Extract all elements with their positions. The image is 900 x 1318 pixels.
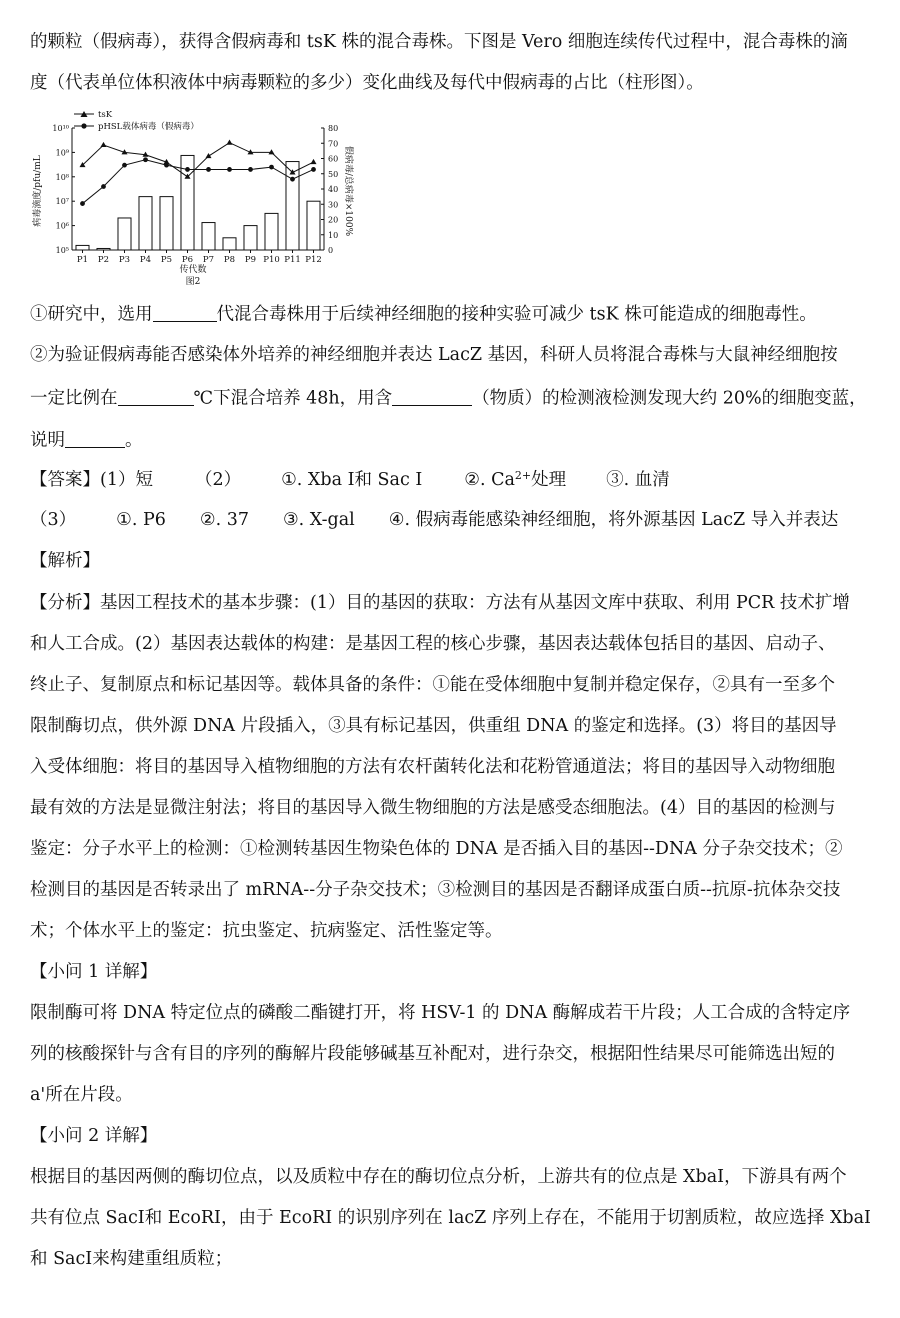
analysis-line: 术；个体水平上的鉴定：抗虫鉴定、抗病鉴定、活性鉴定等。 (30, 921, 503, 941)
figure-label: 图2 (185, 277, 201, 287)
right-tick-label: 0 (328, 246, 334, 255)
right-tick-label: 70 (328, 139, 339, 149)
question-2-line-1: ②为验证假病毒能否感染体外培养的神经细胞并表达 LacZ 基因，科研人员将混合毒株与大鼠神经细胞按 (30, 345, 838, 365)
point-pseudovirus (290, 177, 295, 182)
point-pseudovirus (206, 167, 211, 172)
legend-label-phsl: pHSL载体病毒（假病毒） (98, 122, 199, 132)
bar-pseudovirus-ratio (202, 223, 215, 250)
subquestion-2-line: 根据目的基因两侧的酶切位点，以及质粒中存在的酶切位点分析，上游共有的位点是 XbaI，下游具有两个 (30, 1167, 847, 1187)
answer-blank (153, 303, 217, 322)
question-2-line-3: 说明 。 (30, 430, 143, 451)
point-tsk (206, 153, 212, 158)
point-pseudovirus (164, 163, 169, 168)
x-tick-label: P5 (160, 255, 173, 265)
analysis-line: 和人工合成。(2）基因表达载体的构建：是基因工程的核心步骤，基因表达载体包括目的基因、启动子、 (30, 634, 836, 654)
bar-pseudovirus-ratio (139, 197, 152, 250)
analysis-line: 限制酶切点，供外源 DNA 片段插入，③具有标记基因，供重组 DNA 的鉴定和选择。(3）将目的基因导 (30, 716, 837, 736)
question-1: ①研究中，选用 代混合毒株用于后续神经细胞的接种实验可减少 tsK 株可能造成的细胞毒性。 (30, 304, 817, 325)
point-tsk (311, 159, 317, 164)
x-tick-label: P1 (76, 255, 89, 265)
right-tick-label: 10 (328, 230, 339, 240)
point-pseudovirus (248, 167, 253, 172)
x-tick-label: P11 (284, 255, 301, 265)
x-tick-label: P3 (118, 255, 131, 265)
left-axis-title: 病毒滴度/pfu/mL (33, 155, 43, 227)
left-tick-label: 10⁷ (55, 197, 69, 207)
subquestion-1-title: 【小问 1 详解】 (30, 962, 158, 982)
answer-line-1: 【答案】(1）短 （2） ①. Xba Ⅰ和 Sac Ⅰ ②. $Ca^{2+}$处理 ③. 血清 (30, 469, 670, 490)
intro-line-1: 的颗粒（假病毒），获得含假病毒和 tsK 株的混合毒株。下图是 Vero 细胞连续传代过程中，混合毒株的滴 (30, 32, 848, 52)
chart-plot-area (52, 124, 338, 265)
subquestion-2-title: 【小问 2 详解】 (30, 1126, 158, 1146)
chart-legend (74, 110, 199, 132)
bar-pseudovirus-ratio (76, 245, 89, 250)
analysis-line: 最有效的方法是显微注射法；将目的基因导入微生物细胞的方法是感受态细胞法。(4）目的基因的检测与 (30, 798, 836, 818)
left-tick-label: 10¹⁰ (52, 124, 69, 133)
x-tick-label: P4 (139, 255, 152, 265)
x-tick-label: P2 (97, 255, 110, 265)
analysis-line: 检测目的基因是否转录出了 mRNA--分子杂交技术；③检测目的基因是否翻译成蛋白质--抗原-抗体杂交技 (30, 880, 841, 900)
answer-blank (118, 387, 194, 406)
x-tick-label: P10 (263, 255, 280, 265)
figure-2-chart (28, 108, 368, 288)
point-pseudovirus (227, 167, 232, 172)
point-tsk (269, 149, 275, 154)
subquestion-1-line: 列的核酸探针与含有目的序列的酶解片段能够碱基互补配对，进行杂交，根据阳性结果尽可能筛选出短的 (30, 1044, 835, 1064)
right-tick-label: 30 (328, 200, 339, 210)
right-axis-title: 假病毒/总病毒×100% (343, 145, 353, 237)
point-pseudovirus (101, 184, 106, 189)
x-axis-title: 传代数 (179, 265, 207, 275)
subquestion-1-line: 限制酶可将 DNA 特定位点的磷酸二酯键打开，将 HSV-1 的 DNA 酶解成若干片段；人工合成的含特定序 (30, 1003, 851, 1023)
legend-circle-marker (81, 123, 86, 128)
answer-blank (392, 387, 472, 406)
bar-pseudovirus-ratio (223, 238, 236, 250)
point-pseudovirus (269, 165, 274, 170)
left-tick-label: 10⁸ (55, 172, 69, 182)
analysis-line: 入受体细胞：将目的基因导入植物细胞的方法有农杆菌转化法和花粉管通道法；将目的基因导入动物细胞 (30, 757, 835, 777)
question-2-line-2: 一定比例在 ℃下混合培养 48h，用含 （物质）的检测液检测发现大约 20%的细胞变蓝， (30, 388, 867, 409)
analysis-heading: 【解析】 (30, 551, 100, 571)
right-tick-label: 40 (328, 185, 339, 194)
bar-pseudovirus-ratio (118, 218, 131, 250)
subquestion-2-line: 和 SacI来构建重组质粒； (30, 1249, 233, 1269)
point-pseudovirus (80, 201, 85, 206)
point-tsk (227, 139, 233, 144)
x-tick-label: P8 (223, 255, 236, 265)
analysis-line: 终止子、复制原点和标记基因等。载体具备的条件：①能在受体细胞中复制并稳定保存，②具有一至多个 (30, 675, 835, 695)
subquestion-1-line: a'所在片段。 (30, 1085, 133, 1105)
right-tick-label: 50 (328, 169, 339, 179)
answer-line-2: （3） ①. P6 ②. 37 ③. X-gal ④. 假病毒能感染神经细胞，将外源基因 LacZ 导入并表达 (30, 510, 839, 530)
analysis-line: 【分析】基因工程技术的基本步骤：(1）目的基因的获取：方法有从基因文库中获取、利用 PCR 技术扩增 (30, 593, 850, 613)
bar-pseudovirus-ratio (265, 213, 278, 250)
x-tick-label: P7 (202, 255, 215, 265)
x-tick-label: P9 (244, 255, 257, 265)
bar-pseudovirus-ratio (97, 248, 110, 250)
answer-blank (65, 429, 125, 448)
x-tick-label: P6 (181, 255, 194, 265)
right-tick-label: 80 (328, 124, 339, 133)
right-tick-label: 60 (328, 154, 339, 164)
point-pseudovirus (143, 157, 148, 162)
bar-pseudovirus-ratio (244, 226, 257, 250)
point-pseudovirus (122, 163, 127, 168)
bar-pseudovirus-ratio (160, 197, 173, 250)
analysis-line: 鉴定：分子水平上的检测：①检测转基因生物染色体的 DNA 是否插入目的基因--DNA 分子杂交技术；② (30, 839, 843, 859)
left-tick-label: 10⁵ (55, 246, 69, 255)
intro-line-2: 度（代表单位体积液体中病毒颗粒的多少）变化曲线及每代中假病毒的占比（柱形图）。 (30, 73, 704, 93)
right-tick-label: 20 (328, 215, 339, 225)
left-tick-label: 10⁶ (55, 221, 69, 231)
bar-pseudovirus-ratio (286, 162, 299, 250)
left-tick-label: 10⁹ (55, 148, 69, 158)
x-tick-label: P12 (305, 255, 322, 265)
subquestion-2-line: 共有位点 SacI和 EcoRI，由于 EcoRI 的识别序列在 lacZ 序列上存在，不能用于切割质粒，故应选择 XbaI (30, 1208, 871, 1228)
point-tsk (101, 142, 107, 147)
legend-label-tsk: tsK (98, 110, 113, 120)
bar-pseudovirus-ratio (307, 201, 320, 250)
point-pseudovirus (311, 167, 316, 172)
point-pseudovirus (185, 167, 190, 172)
